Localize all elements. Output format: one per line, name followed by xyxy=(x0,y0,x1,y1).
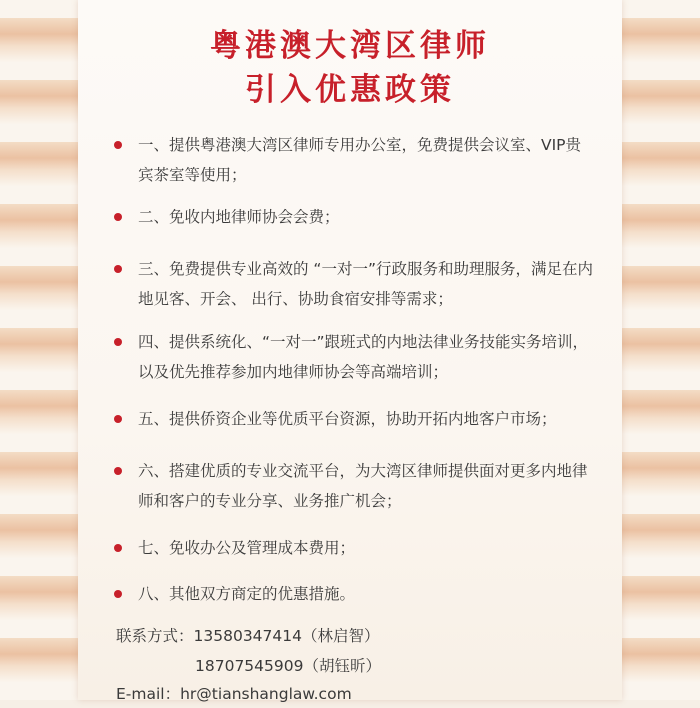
bullet-dot xyxy=(114,544,122,552)
bullet-dot xyxy=(114,467,122,475)
bullet-dot xyxy=(114,141,122,149)
title-line-2: 引入优惠政策 xyxy=(245,72,455,108)
policy-item-text: 二、免收内地律师协会会费； xyxy=(138,208,340,226)
bullet-dot xyxy=(114,265,122,273)
policy-item-text: 五、提供侨资企业等优质平台资源，协助开拓内地客户市场； xyxy=(138,410,557,428)
policy-item-text: 一、提供粤港澳大湾区律师专用办公室，免费提供会议室、VIP贵宾茶室等使用； xyxy=(138,136,582,184)
bullet-dot xyxy=(114,338,122,346)
contact-phone-1: 13580347414（林启智） xyxy=(193,627,380,645)
policy-item-text: 三、免费提供专业高效的 “一对一”行政服务和助理服务，满足在内地见客、开会、 出行、协助食宿安排等需求； xyxy=(138,260,593,308)
contact-line-email xyxy=(116,680,352,708)
bullet-dot xyxy=(114,213,122,221)
policy-item-3 xyxy=(114,254,594,314)
policy-item-4 xyxy=(114,327,594,387)
policy-item-5 xyxy=(114,404,594,434)
contact-line-2 xyxy=(195,652,381,680)
policy-item-text: 八、其他双方商定的优惠措施。 xyxy=(138,585,356,603)
policy-item-2 xyxy=(114,202,594,232)
policy-item-text: 四、提供系统化、“一对一”跟班式的内地法律业务技能实务培训， 以及优先推荐参加内地律师协会等高端培训； xyxy=(138,333,589,381)
policy-item-7 xyxy=(114,533,594,563)
contact-line-1 xyxy=(116,622,380,650)
policy-item-1 xyxy=(114,130,594,190)
contact-phone-2: 18707545909（胡钰昕） xyxy=(195,657,381,675)
policy-item-8 xyxy=(114,579,594,609)
policy-item-text: 六、搭建优质的专业交流平台，为大湾区律师提供面对更多内地律师和客户的专业分享、业务推广机会； xyxy=(138,462,588,510)
bullet-dot xyxy=(114,415,122,423)
contact-label: 联系方式： xyxy=(116,627,194,645)
decorative-stripes-left xyxy=(0,0,78,700)
title-line-1: 粤港澳大湾区律师 xyxy=(210,28,490,64)
email-address[interactable]: hr@tianshanglaw.com xyxy=(180,685,352,703)
policy-item-text: 七、免收办公及管理成本费用； xyxy=(138,539,356,557)
decorative-stripes-right xyxy=(622,0,700,700)
bullet-dot xyxy=(114,590,122,598)
policy-card xyxy=(78,0,622,703)
email-label: E-mail： xyxy=(116,685,181,703)
policy-item-6 xyxy=(114,456,594,516)
